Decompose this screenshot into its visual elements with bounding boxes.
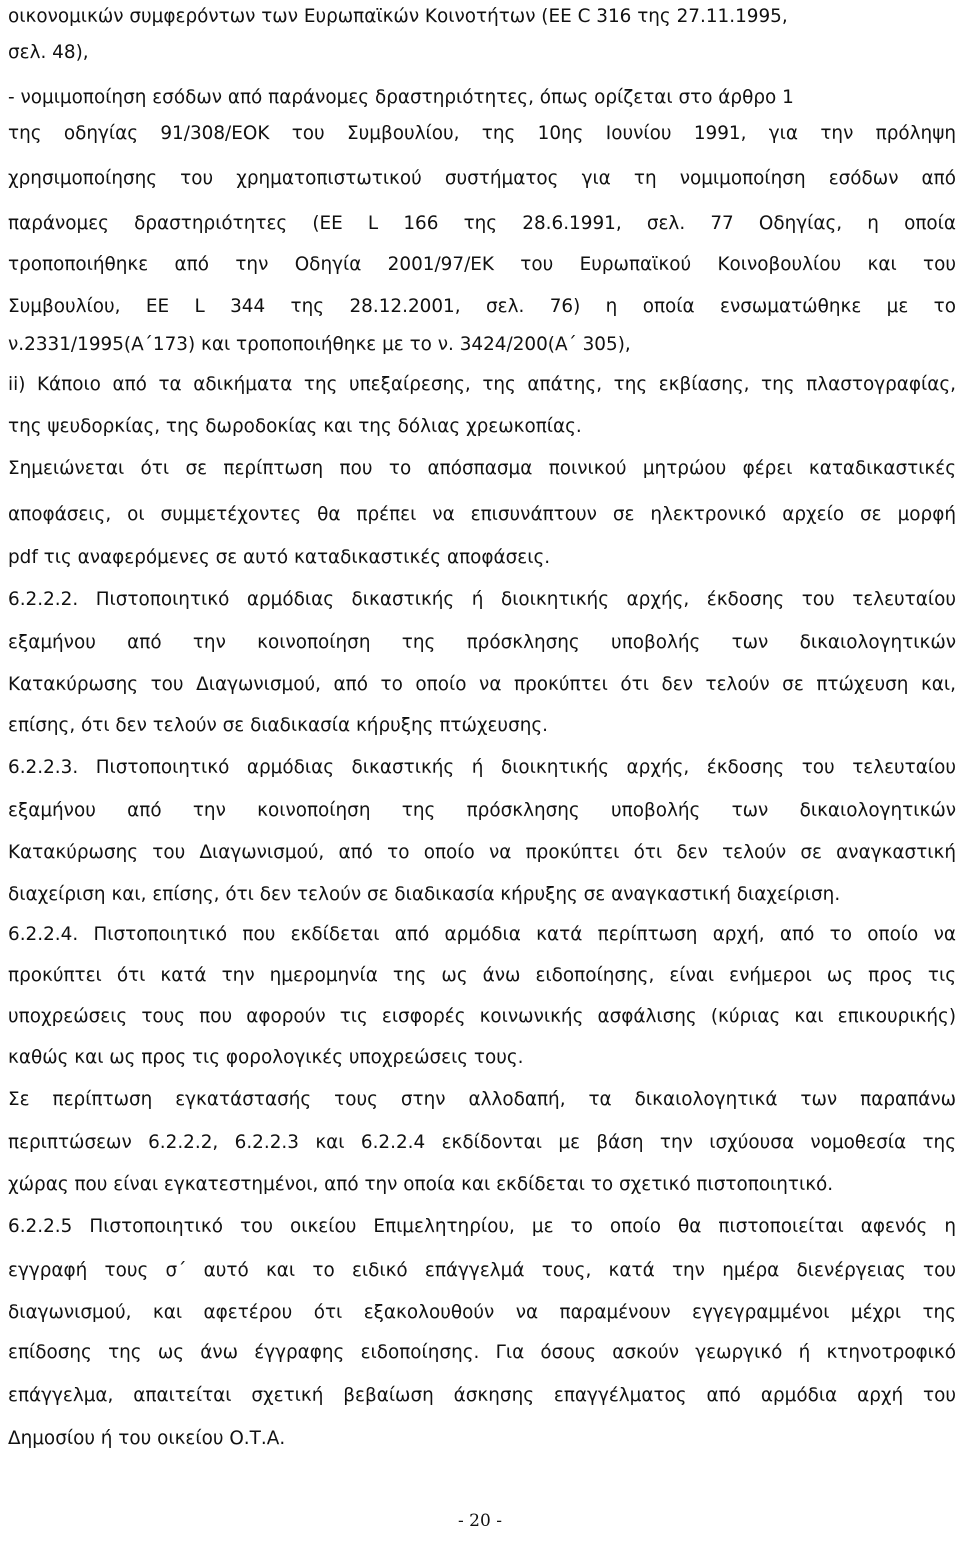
text-line: καθώς και ως προς τις φορολογικές υποχρεώσεις τους. xyxy=(8,1047,524,1068)
text-line: επίδοσης της ως άνω έγγραφης ειδοποίησης. Για όσους ασκούν γεωργικό ή κτηνοτροφικό xyxy=(8,1342,956,1363)
text-line: χρησιμοποίησης του χρηματοπιστωτικού συστήματος για τη νομιμοποίηση εσόδων από xyxy=(8,168,956,189)
text-line: Συμβουλίου, ΕΕ L 344 της 28.12.2001, σελ. 76) η οποία ενσωματώθηκε με το xyxy=(8,296,956,317)
text-line: τροποποιήθηκε από την Οδηγία 2001/97/ΕΚ του Ευρωπαϊκού Κοινοβουλίου και του xyxy=(8,254,956,275)
text-line: διαγωνισμού, και αφετέρου ότι εξακολουθούν να παραμένουν εγγεγραμμένοι μέχρι της xyxy=(8,1302,956,1323)
text-line: παράνομες δραστηριότητες (ΕΕ L 166 της 28.6.1991, σελ. 77 Οδηγίας, η οποία xyxy=(8,213,956,234)
text-line: σελ. 48), xyxy=(8,42,89,63)
page-number: - 20 - xyxy=(458,1511,502,1531)
text-line: pdf τις αναφερόμενες σε αυτό καταδικαστικές αποφάσεις. xyxy=(8,547,551,568)
text-line: εγγραφή τους σ΄ αυτό και το ειδικό επάγγελμά τους, κατά την ημέρα διενέργειας του xyxy=(8,1260,956,1281)
text-line: της ψευδορκίας, της δωροδοκίας και της δόλιας χρεωκοπίας. xyxy=(8,416,582,437)
text-line: προκύπτει ότι κατά την ημερομηνία της ως άνω ειδοποίησης, είναι ενήμεροι ως προς τις xyxy=(8,965,956,986)
text-line: χώρας που είναι εγκατεστημένοι, από την οποία και εκδίδεται το σχετικό πιστοποιητικό. xyxy=(8,1174,834,1195)
text-line: επάγγελμα, απαιτείται σχετική βεβαίωση άσκησης επαγγέλματος από αρμόδια αρχή του xyxy=(8,1385,956,1406)
text-line: διαχείριση και, επίσης, ότι δεν τελούν σε διαδικασία κήρυξης σε αναγκαστική διαχείριση. xyxy=(8,884,841,905)
text-line: Κατακύρωσης του Διαγωνισμού, από το οποίο να προκύπτει ότι δεν τελούν σε πτώχευση και, xyxy=(8,674,956,695)
text-line: επίσης, ότι δεν τελούν σε διαδικασία κήρυξης πτώχευσης. xyxy=(8,715,549,736)
text-line: υποχρεώσεις τους που αφορούν τις εισφορές κοινωνικής ασφάλισης (κύριας και επικουρικής) xyxy=(8,1006,956,1027)
text-line: ii) Κάποιο από τα αδικήματα της υπεξαίρεσης, της απάτης, της εκβίασης, της πλαστογραφίας, xyxy=(8,374,956,395)
text-line: περιπτώσεων 6.2.2.2, 6.2.2.3 και 6.2.2.4 εκδίδονται με βάση την ισχύουσα νομοθεσία της xyxy=(8,1132,956,1153)
text-line: Κατακύρωσης του Διαγωνισμού, από το οποίο να προκύπτει ότι δεν τελούν σε αναγκαστική xyxy=(8,842,956,863)
text-line: αποφάσεις, οι συμμετέχοντες θα πρέπει να επισυνάπτουν σε ηλεκτρονικό αρχείο σε μορφή xyxy=(8,504,956,525)
text-line: εξαμήνου από την κοινοποίηση της πρόσκλησης υποβολής των δικαιολογητικών xyxy=(8,800,956,821)
text-line: ν.2331/1995(Α΄173) και τροποποιήθηκε με το ν. 3424/200(Α΄ 305), xyxy=(8,334,631,355)
text-line: οικονομικών συμφερόντων των Ευρωπαϊκών Κοινοτήτων (ΕΕ C 316 της 27.11.1995, xyxy=(8,6,788,27)
text-line: 6.2.2.3. Πιστοποιητικό αρμόδιας δικαστικής ή διοικητικής αρχής, έκδοσης του τελευταίου xyxy=(8,757,956,778)
text-line: Σημειώνεται ότι σε περίπτωση που το απόσπασμα ποινικού μητρώου φέρει καταδικαστικές xyxy=(8,458,956,479)
text-line: εξαμήνου από την κοινοποίηση της πρόσκλησης υποβολής των δικαιολογητικών xyxy=(8,632,956,653)
text-line: - νομιμοποίηση εσόδων από παράνομες δραστηριότητες, όπως ορίζεται στο άρθρο 1 xyxy=(8,87,794,108)
text-line: 6.2.2.2. Πιστοποιητικό αρμόδιας δικαστικής ή διοικητικής αρχής, έκδοσης του τελευταίου xyxy=(8,589,956,610)
text-line: της οδηγίας 91/308/ΕΟΚ του Συμβουλίου, της 10ης Ιουνίου 1991, για την πρόληψη xyxy=(8,123,956,144)
text-line: Δημοσίου ή του οικείου Ο.Τ.Α. xyxy=(8,1428,286,1449)
text-line: Σε περίπτωση εγκατάστασής τους στην αλλοδαπή, τα δικαιολογητικά των παραπάνω xyxy=(8,1089,956,1110)
text-line: 6.2.2.4. Πιστοποιητικό που εκδίδεται από αρμόδια κατά περίπτωση αρχή, από το οποίο να xyxy=(8,924,956,945)
text-line: 6.2.2.5 Πιστοποιητικό του οικείου Επιμελητηρίου, με το οποίο θα πιστοποιείται αφενός η xyxy=(8,1216,956,1237)
